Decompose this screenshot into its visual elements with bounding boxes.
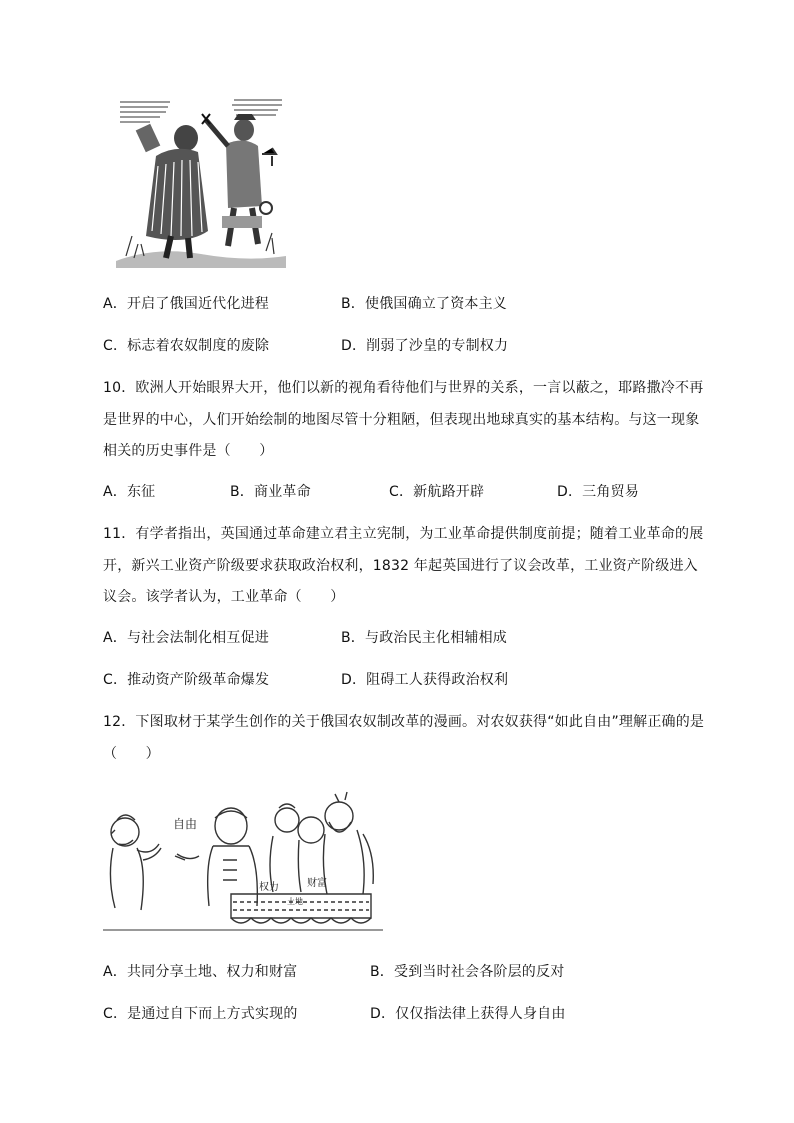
q10-option-c: C．新航路开辟 bbox=[389, 484, 485, 500]
q11-option-a: A．与社会法制化相互促进 bbox=[103, 630, 269, 646]
q11-option-b: B．与政治民主化相辅相成 bbox=[341, 630, 508, 646]
cartoon-label-land: 土地 bbox=[287, 897, 303, 906]
peter-beard-cutting-woodcut bbox=[116, 96, 286, 268]
cartoon-label-wealth: 财富 bbox=[307, 878, 327, 889]
q12-option-b: B．受到当时社会各阶层的反对 bbox=[370, 964, 565, 980]
q9-option-c: C．标志着农奴制度的废除 bbox=[103, 338, 270, 354]
q11-option-c: C．推动资产阶级革命爆发 bbox=[103, 672, 270, 688]
q10-stem-line-1: 10．欧洲人开始眼界大开，他们以新的视角看待他们与世界的关系，一言以蔽之，耶路撒冷不再 bbox=[103, 380, 704, 396]
q10-stem-line-3: 相关的历史事件是（ ） bbox=[103, 443, 274, 459]
q11-stem-line-3: 议会。该学者认为，工业革命（ ） bbox=[103, 589, 345, 605]
q11-option-d: D．阻碍工人获得政治权利 bbox=[341, 672, 509, 688]
q10-option-d: D．三角贸易 bbox=[557, 484, 639, 500]
q12-stem-line-1: 12．下图取材于某学生创作的关于俄国农奴制改革的漫画。对农奴获得“如此自由”理解正确的是 bbox=[103, 714, 705, 730]
q11-stem-line-2: 开，新兴工业资产阶级要求获取政治权利，1832 年起英国进行了议会改革，工业资产阶级进入 bbox=[103, 558, 698, 574]
q11-stem-line-1: 11．有学者指出，英国通过革命建立君主立宪制，为工业革命提供制度前提；随着工业革命的展 bbox=[103, 526, 704, 542]
serf-freedom-cartoon bbox=[103, 790, 383, 936]
q9-option-d: D．削弱了沙皇的专制权力 bbox=[341, 338, 509, 354]
q9-option-a: A．开启了俄国近代化进程 bbox=[103, 296, 269, 312]
q12-option-d: D．仅仅指法律上获得人身自由 bbox=[370, 1006, 566, 1022]
q10-option-a: A．东征 bbox=[103, 484, 156, 500]
q12-stem-line-2: （ ） bbox=[103, 746, 160, 762]
q10-option-b: B．商业革命 bbox=[230, 484, 311, 500]
cartoon-label-freedom: 自由 bbox=[173, 817, 198, 831]
q12-option-c: C．是通过自下而上方式实现的 bbox=[103, 1006, 298, 1022]
q10-stem-line-2: 是世界的中心，人们开始绘制的地图尽管十分粗陋，但表现出地球真实的基本结构。与这一现象 bbox=[103, 412, 700, 428]
q9-option-b: B．使俄国确立了资本主义 bbox=[341, 296, 508, 312]
q12-option-a: A．共同分享土地、权力和财富 bbox=[103, 964, 298, 980]
cartoon-label-power: 权力 bbox=[259, 882, 279, 893]
